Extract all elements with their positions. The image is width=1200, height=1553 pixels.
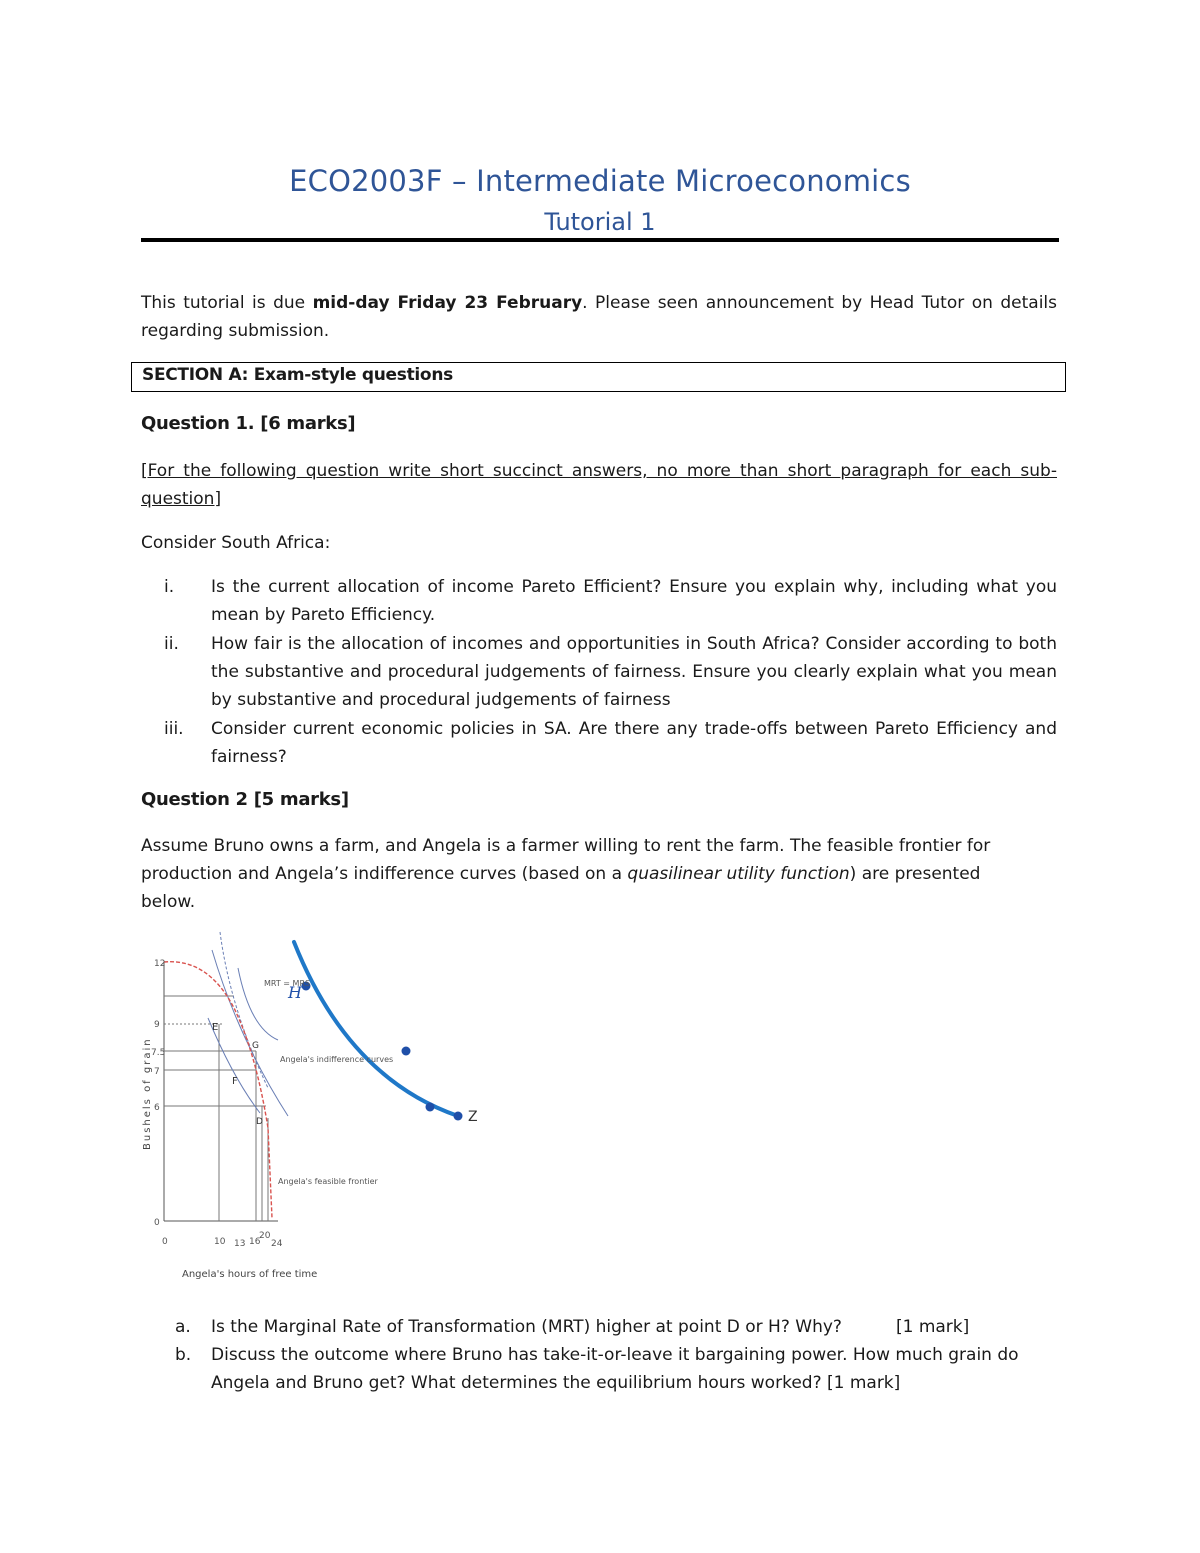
feasible-frontier-figure bbox=[138, 928, 498, 1288]
point-z-marker bbox=[454, 1112, 463, 1121]
item-text: Is the Marginal Rate of Transformation (MRT) higher at point D or H? Why? [1 mark] bbox=[211, 1317, 970, 1337]
frontier-label: Angela's feasible frontier bbox=[278, 1177, 378, 1186]
item-text: Consider current economic policies in SA. Are there any trade-offs between Pareto Efficiency and fairness? bbox=[211, 719, 1057, 767]
item-number: ii. bbox=[164, 634, 179, 654]
y-tick-label: 7 bbox=[154, 1067, 160, 1077]
question-2-heading: Question 2 [5 marks] bbox=[141, 789, 349, 810]
x-tick-label: 0 bbox=[162, 1237, 168, 1247]
indifference-curve bbox=[220, 932, 268, 1088]
x-axis-label: Angela's hours of free time bbox=[182, 1269, 318, 1280]
question-2-lead-italic: quasilinear utility function bbox=[627, 864, 850, 884]
item-number: b. bbox=[175, 1345, 192, 1365]
x-tick-label: 13 bbox=[234, 1239, 246, 1249]
question-2-lead-start: Assume Bruno owns a farm, and Angela is a farmer willing to rent the farm. The feasible frontier for production and Angela’s indifference curves (based on a bbox=[141, 836, 991, 884]
question-2-lead bbox=[141, 832, 1021, 916]
point-d-label: D bbox=[256, 1117, 263, 1127]
y-tick-label: 6 bbox=[154, 1103, 160, 1113]
indifference-curve bbox=[212, 950, 288, 1116]
item-number: a. bbox=[175, 1317, 191, 1337]
x-tick-label: 16 bbox=[249, 1237, 261, 1247]
point-e-label: E bbox=[212, 1022, 219, 1033]
y-tick-label: 7.5 bbox=[151, 1048, 166, 1058]
x-tick-label: 10 bbox=[214, 1237, 226, 1247]
indifference-label: Angela's indifference curves bbox=[280, 1055, 394, 1064]
intro-text-start: This tutorial is due bbox=[141, 293, 313, 313]
intro-paragraph bbox=[141, 289, 1057, 345]
title-rule bbox=[141, 238, 1059, 242]
blue-curve bbox=[294, 942, 458, 1116]
y-tick-label: 0 bbox=[154, 1218, 160, 1228]
point-z-label: Z bbox=[468, 1109, 478, 1125]
intro-text-end: . Please seen announcement by Head Tutor on details regarding submission. bbox=[141, 293, 1057, 341]
point-h-label: H bbox=[288, 983, 302, 1002]
point-marker bbox=[402, 1047, 411, 1056]
question-1-instruction: [For the following question write short succinct answers, no more than short paragraph for each sub-question] bbox=[141, 461, 1057, 509]
question-1-heading: Question 1. [6 marks] bbox=[141, 413, 356, 434]
due-date: mid-day Friday 23 February bbox=[312, 293, 583, 313]
y-tick-label: 9 bbox=[154, 1020, 160, 1030]
item-text: Is the current allocation of income Pareto Efficient? Ensure you explain why, including what you mean by Pareto Efficiency. bbox=[211, 577, 1057, 625]
item-text: How fair is the allocation of incomes and opportunities in South Africa? Consider according to both the substantive and procedural judgements of fairness. Ensure you clearly explain what you mean by substantive and procedural judgements of fairness bbox=[211, 634, 1057, 710]
x-tick-label: 24 bbox=[271, 1239, 283, 1249]
document-subtitle: Tutorial 1 bbox=[544, 208, 656, 236]
question-1-lead: Consider South Africa: bbox=[141, 533, 331, 553]
y-axis-label: Bushels of grain bbox=[142, 1037, 153, 1150]
point-f-label: F bbox=[232, 1076, 238, 1087]
section-a-box bbox=[131, 362, 1066, 392]
item-number: i. bbox=[164, 577, 175, 597]
mrt-mrs-label: MRT = MRS bbox=[264, 979, 311, 988]
point-g-label: G bbox=[252, 1041, 259, 1051]
x-tick-label: 20 bbox=[259, 1231, 271, 1241]
y-tick-label: 12 bbox=[154, 959, 166, 969]
point-marker bbox=[426, 1103, 435, 1112]
item-number: iii. bbox=[164, 719, 184, 739]
question-2-lead-end: ) are presented below. bbox=[141, 864, 981, 912]
section-a-label: SECTION A: Exam-style questions bbox=[142, 365, 453, 385]
item-text: Discuss the outcome where Bruno has take-it-or-leave it bargaining power. How much grain do Angela and Bruno get? What determines the equilibrium hours worked? [1 mark] bbox=[211, 1345, 1019, 1393]
document-title: ECO2003F – Intermediate Microeconomics bbox=[289, 164, 911, 198]
